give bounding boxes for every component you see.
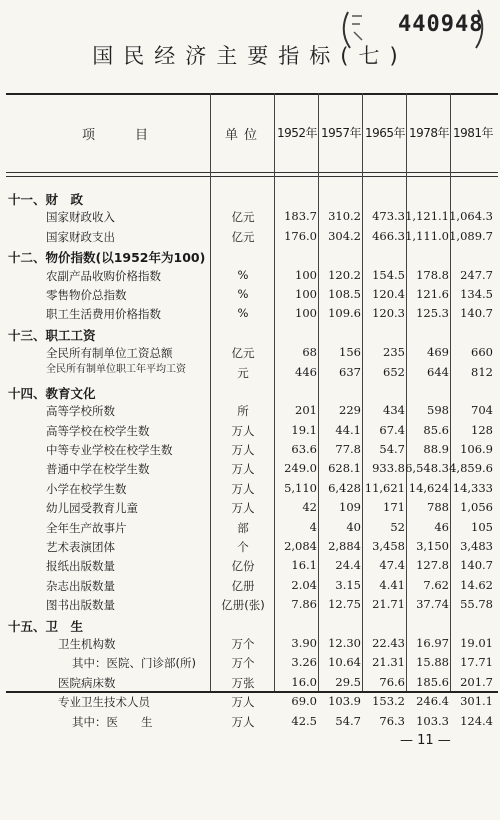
cell-value: 185.6 bbox=[416, 674, 449, 689]
row-label: 普通中学在校学生数 bbox=[46, 462, 150, 477]
cell-value: 2,084 bbox=[284, 539, 317, 554]
table-row bbox=[0, 365, 500, 384]
row-label: 医院病床数 bbox=[58, 675, 116, 690]
table-row bbox=[0, 500, 500, 519]
cell-value: 42 bbox=[302, 500, 317, 515]
cell-value: 14,333 bbox=[452, 480, 493, 495]
cell-value: 12.75 bbox=[328, 597, 361, 612]
cell-value: 178.8 bbox=[416, 267, 449, 282]
row-unit: % bbox=[237, 267, 249, 282]
table-row bbox=[0, 636, 500, 655]
table-row bbox=[0, 675, 500, 694]
row-unit: 个 bbox=[237, 540, 249, 555]
cell-value: 473.3 bbox=[372, 209, 405, 224]
row-unit: 亿份 bbox=[231, 559, 255, 574]
cell-value: 55.78 bbox=[460, 597, 493, 612]
cell-value: 704 bbox=[471, 403, 493, 418]
cell-value: 44.1 bbox=[335, 422, 361, 437]
cell-value: 1,064.3 bbox=[449, 209, 493, 224]
cell-value: 637 bbox=[339, 364, 361, 379]
row-label: 报纸出版数量 bbox=[46, 559, 115, 574]
row-label: 国家财政收入 bbox=[46, 210, 115, 225]
cell-value: 120.3 bbox=[372, 306, 405, 321]
cell-value: 22.43 bbox=[372, 635, 405, 650]
row-unit: 万张 bbox=[231, 675, 255, 690]
cell-value: 14,624 bbox=[408, 480, 449, 495]
cell-value: 108.5 bbox=[328, 286, 361, 301]
cell-value: 100 bbox=[295, 267, 317, 282]
row-unit: % bbox=[237, 286, 249, 301]
page-number: — 11 — bbox=[400, 733, 451, 748]
cell-value: 16.0 bbox=[291, 674, 317, 689]
cell-value: 19.01 bbox=[460, 635, 493, 650]
cell-value: 1,111.0 bbox=[405, 228, 449, 243]
cell-value: 124.4 bbox=[460, 713, 493, 728]
cell-value: 156 bbox=[339, 345, 361, 360]
cell-value: 76.3 bbox=[379, 713, 405, 728]
cell-value: 54.7 bbox=[335, 713, 361, 728]
cell-value: 3,150 bbox=[416, 539, 449, 554]
header-rule-double bbox=[6, 176, 498, 177]
row-unit: 所 bbox=[237, 404, 249, 419]
row-label: 幼儿园受教育儿童 bbox=[46, 501, 138, 516]
row-unit: 万人 bbox=[231, 695, 255, 710]
cell-value: 1,121.1 bbox=[405, 209, 449, 224]
row-label: 小学在校学生数 bbox=[46, 481, 127, 496]
cell-value: 16.97 bbox=[416, 635, 449, 650]
row-unit: 万人 bbox=[231, 481, 255, 496]
indicator-table bbox=[0, 190, 500, 733]
table-row bbox=[0, 268, 500, 287]
section-row bbox=[0, 384, 500, 403]
cell-value: 4 bbox=[309, 519, 317, 534]
cell-value: 54.7 bbox=[379, 442, 405, 457]
row-label: 其中：医院、门诊部(所) bbox=[72, 656, 196, 671]
cell-value: 201 bbox=[295, 403, 317, 418]
cell-value: 76.6 bbox=[379, 674, 405, 689]
cell-value: 246.4 bbox=[416, 694, 449, 709]
cell-value: 15.88 bbox=[416, 655, 449, 670]
row-label: 全民所有制单位工资总额 bbox=[46, 346, 173, 361]
row-unit: 亿册(张) bbox=[221, 598, 265, 613]
row-label: 零售物价总指数 bbox=[46, 287, 127, 302]
page-title: 国民经济主要指标(七) bbox=[92, 44, 408, 68]
row-label: 专业卫生技术人员 bbox=[58, 695, 150, 710]
cell-value: 40 bbox=[346, 519, 361, 534]
cell-value: 67.4 bbox=[379, 422, 405, 437]
cell-value: 2.04 bbox=[291, 577, 317, 592]
cell-value: 7.62 bbox=[423, 577, 449, 592]
cell-value: 140.7 bbox=[460, 306, 493, 321]
cell-value: 660 bbox=[471, 345, 493, 360]
table-row bbox=[0, 578, 500, 597]
cell-value: 100 bbox=[295, 306, 317, 321]
section-row bbox=[0, 617, 500, 636]
section-row bbox=[0, 190, 500, 209]
cell-value: 88.9 bbox=[423, 442, 449, 457]
cell-value: 42.5 bbox=[291, 713, 317, 728]
cell-value: 249.0 bbox=[284, 461, 317, 476]
cell-value: 153.2 bbox=[372, 694, 405, 709]
cell-value: 17.71 bbox=[460, 655, 493, 670]
header-year: 1978年 bbox=[408, 126, 450, 140]
row-label: 高等学校在校学生数 bbox=[46, 423, 150, 438]
row-label: 其中：医 生 bbox=[72, 714, 153, 729]
row-unit: 亿元 bbox=[231, 210, 255, 225]
row-unit: 亿册 bbox=[231, 578, 255, 593]
row-label: 卫生机构数 bbox=[58, 636, 116, 651]
table-row bbox=[0, 306, 500, 325]
cell-value: 154.5 bbox=[372, 267, 405, 282]
section-label: 十二、物价指数(以1952年为100) bbox=[8, 250, 206, 266]
cell-value: 933.8 bbox=[372, 461, 405, 476]
row-unit: 万人 bbox=[231, 443, 255, 458]
cell-value: 47.4 bbox=[379, 558, 405, 573]
stamp-number: 440948 bbox=[398, 12, 484, 37]
cell-value: 127.8 bbox=[416, 558, 449, 573]
row-label: 艺术表演团体 bbox=[46, 540, 115, 555]
table-row bbox=[0, 520, 500, 539]
section-label: 十三、职工工资 bbox=[8, 327, 96, 343]
cell-value: 176.0 bbox=[284, 228, 317, 243]
cell-value: 812 bbox=[471, 364, 493, 379]
cell-value: 628.1 bbox=[328, 461, 361, 476]
row-label: 中等专业学校在校学生数 bbox=[46, 443, 173, 458]
header-year: 1957年 bbox=[320, 126, 362, 140]
cell-value: 16.1 bbox=[291, 558, 317, 573]
header-rule bbox=[6, 172, 498, 173]
cell-value: 310.2 bbox=[328, 209, 361, 224]
row-unit: 万人 bbox=[231, 714, 255, 729]
cell-value: 37.74 bbox=[416, 597, 449, 612]
cell-value: 21.71 bbox=[372, 597, 405, 612]
cell-value: 3,458 bbox=[372, 539, 405, 554]
cell-value: 105 bbox=[471, 519, 493, 534]
cell-value: 63.6 bbox=[291, 442, 317, 457]
table-row bbox=[0, 287, 500, 306]
cell-value: 103.3 bbox=[416, 713, 449, 728]
table-row bbox=[0, 209, 500, 228]
cell-value: 29.5 bbox=[335, 674, 361, 689]
cell-value: 2,884 bbox=[328, 539, 361, 554]
table-row bbox=[0, 442, 500, 461]
row-unit: 万人 bbox=[231, 423, 255, 438]
table-row bbox=[0, 481, 500, 500]
table-row bbox=[0, 423, 500, 442]
row-unit: 元 bbox=[237, 365, 249, 380]
cell-value: 3,483 bbox=[460, 539, 493, 554]
header-year: 1981年 bbox=[452, 126, 494, 140]
header-year: 1952年 bbox=[276, 126, 318, 140]
section-label: 十一、财 政 bbox=[8, 192, 84, 207]
cell-value: 10.64 bbox=[328, 655, 361, 670]
cell-value: 100 bbox=[295, 286, 317, 301]
row-label: 国家财政支出 bbox=[46, 229, 115, 244]
cell-value: 120.2 bbox=[328, 267, 361, 282]
cell-value: 109.6 bbox=[328, 306, 361, 321]
cell-value: 14.62 bbox=[460, 577, 493, 592]
cell-value: 304.2 bbox=[328, 228, 361, 243]
cell-value: 598 bbox=[427, 403, 449, 418]
cell-value: 11,621 bbox=[364, 480, 405, 495]
cell-value: 128 bbox=[471, 422, 493, 437]
cell-value: 3.90 bbox=[291, 635, 317, 650]
cell-value: 109 bbox=[339, 500, 361, 515]
cell-value: 235 bbox=[383, 345, 405, 360]
cell-value: 21.31 bbox=[372, 655, 405, 670]
cell-value: 171 bbox=[383, 500, 405, 515]
cell-value: 85.6 bbox=[423, 422, 449, 437]
section-label: 十四、教育文化 bbox=[8, 385, 96, 401]
cell-value: 4,859.6 bbox=[449, 461, 493, 476]
row-label: 杂志出版数量 bbox=[46, 578, 115, 593]
row-unit: 亿元 bbox=[231, 346, 255, 361]
cell-value: 469 bbox=[427, 345, 449, 360]
cell-value: 6,428 bbox=[328, 480, 361, 495]
row-label: 高等学校所数 bbox=[46, 404, 115, 419]
row-unit: 亿元 bbox=[231, 229, 255, 244]
cell-value: 446 bbox=[295, 364, 317, 379]
cell-value: 652 bbox=[383, 364, 405, 379]
cell-value: 229 bbox=[339, 403, 361, 418]
table-row bbox=[0, 597, 500, 616]
cell-value: 12.30 bbox=[328, 635, 361, 650]
cell-value: 5,110 bbox=[284, 480, 317, 495]
cell-value: 247.7 bbox=[460, 267, 493, 282]
table-row bbox=[0, 539, 500, 558]
cell-value: 4.41 bbox=[379, 577, 405, 592]
cell-value: 46 bbox=[434, 519, 449, 534]
table-row bbox=[0, 694, 500, 713]
cell-value: 52 bbox=[390, 519, 405, 534]
table-row bbox=[0, 229, 500, 248]
section-row bbox=[0, 248, 500, 267]
row-label: 职工生活费用价格指数 bbox=[46, 307, 161, 322]
cell-value: 3.26 bbox=[291, 655, 317, 670]
cell-value: 644 bbox=[427, 364, 449, 379]
header-item: 项目 bbox=[81, 128, 188, 143]
cell-value: 103.9 bbox=[328, 694, 361, 709]
row-unit: 万人 bbox=[231, 462, 255, 477]
section-row bbox=[0, 326, 500, 345]
row-label: 图书出版数量 bbox=[46, 598, 115, 613]
cell-value: 121.6 bbox=[416, 286, 449, 301]
cell-value: 434 bbox=[383, 403, 405, 418]
table-row bbox=[0, 461, 500, 480]
cell-value: 106.9 bbox=[460, 442, 493, 457]
table-row bbox=[0, 558, 500, 577]
cell-value: 120.4 bbox=[372, 286, 405, 301]
table-top-rule bbox=[6, 93, 498, 95]
cell-value: 140.7 bbox=[460, 558, 493, 573]
header-year: 1965年 bbox=[364, 126, 406, 140]
table-row bbox=[0, 714, 500, 733]
cell-value: 1,056 bbox=[460, 500, 493, 515]
cell-value: 134.5 bbox=[460, 286, 493, 301]
table-row bbox=[0, 345, 500, 364]
cell-value: 7.86 bbox=[291, 597, 317, 612]
row-unit: 万个 bbox=[231, 636, 255, 651]
cell-value: 201.7 bbox=[460, 674, 493, 689]
cell-value: 6,548.3 bbox=[405, 461, 449, 476]
cell-value: 24.4 bbox=[335, 558, 361, 573]
row-label: 全民所有制单位职工年平均工资 bbox=[46, 363, 186, 375]
row-unit: % bbox=[237, 306, 249, 321]
row-label: 农副产品收购价格指数 bbox=[46, 268, 161, 283]
cell-value: 19.1 bbox=[291, 422, 317, 437]
cell-value: 466.3 bbox=[372, 228, 405, 243]
cell-value: 3.15 bbox=[335, 577, 361, 592]
row-unit: 部 bbox=[237, 520, 249, 535]
cell-value: 77.8 bbox=[335, 442, 361, 457]
row-label: 全年生产故事片 bbox=[46, 520, 127, 535]
section-label: 十五、卫 生 bbox=[8, 618, 84, 634]
cell-value: 183.7 bbox=[284, 209, 317, 224]
row-unit: 万个 bbox=[231, 656, 255, 671]
row-unit: 万人 bbox=[231, 501, 255, 516]
table-row bbox=[0, 655, 500, 674]
cell-value: 788 bbox=[427, 500, 449, 515]
cell-value: 69.0 bbox=[291, 694, 317, 709]
cell-value: 301.1 bbox=[460, 694, 493, 709]
cell-value: 125.3 bbox=[416, 306, 449, 321]
header-unit: 单位 bbox=[224, 128, 263, 143]
cell-value: 68 bbox=[302, 345, 317, 360]
table-row bbox=[0, 403, 500, 422]
cell-value: 1,089.7 bbox=[449, 228, 493, 243]
